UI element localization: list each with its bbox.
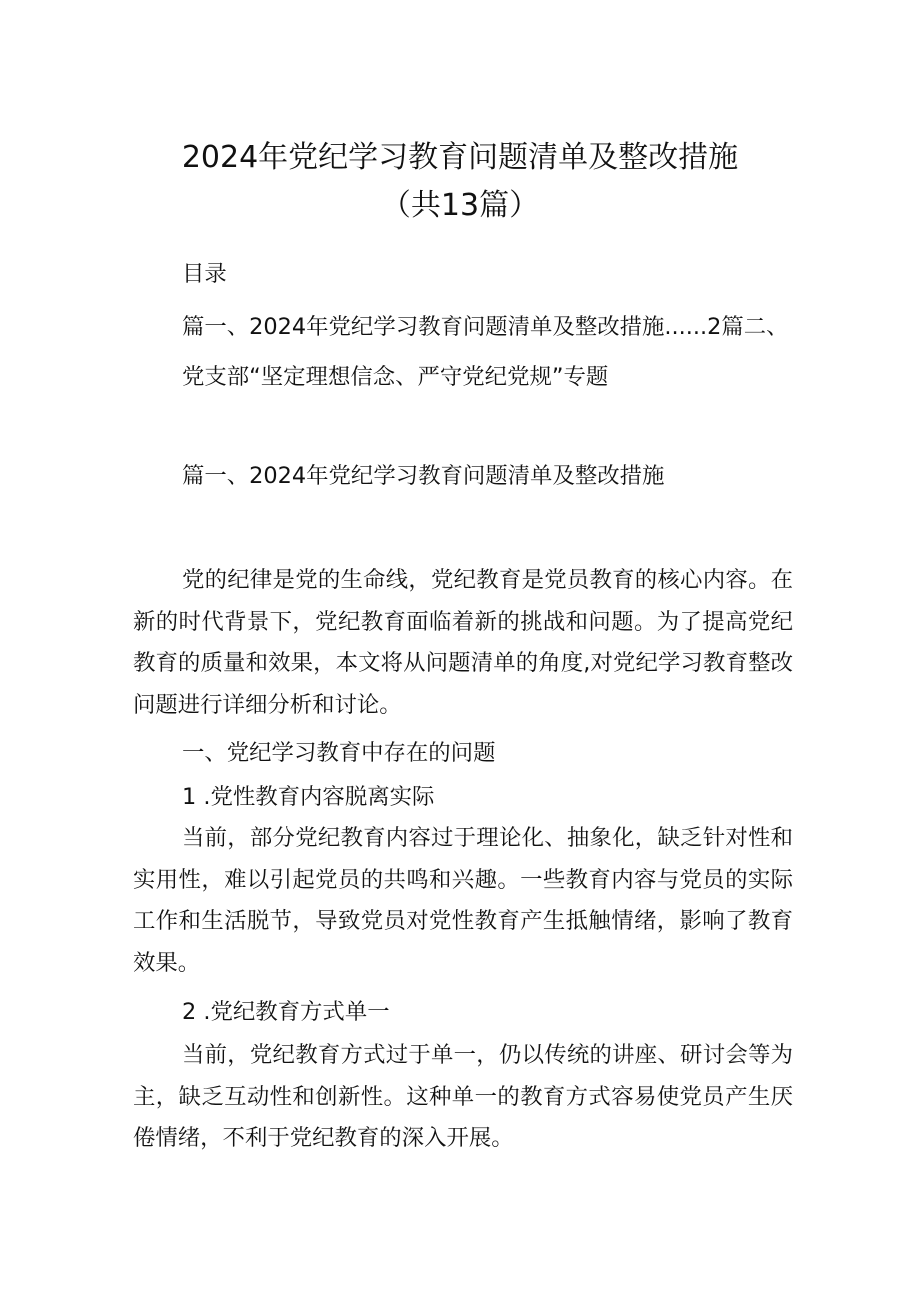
- intro-paragraph: 党的纪律是党的生命线，党纪教育是党员教育的核心内容。在新的时代背景下，党纪教育面临着新的挑战和问题。为了提高党纪教育的质量和效果，本文将从问题清单的角度,对党纪学习教育整改问题进行详细分析和讨论。: [133, 567, 793, 718]
- item1-paragraph: 当前，部分党纪教育内容过于理论化、抽象化，缺乏针对性和实用性，难以引起党员的共鸣和兴趣。一些教育内容与党员的实际工作和生活脱节，导致党员对党性教育产生抵触情绪，影响了教育效果。: [133, 825, 793, 976]
- toc-heading: 目录: [182, 261, 227, 287]
- toc-line-1[interactable]: 篇一、2024年党纪学习教育问题清单及整改措施......2篇二、: [182, 314, 789, 340]
- item1-heading: 1 .党性教育内容脱离实际: [182, 784, 435, 810]
- toc-line-2[interactable]: 党支部“坚定理想信念、严守党纪党规”专题: [182, 364, 609, 390]
- part-heading: 一、党纪学习教育中存在的问题: [182, 740, 496, 766]
- item2-paragraph: 当前，党纪教育方式过于单一，仍以传统的讲座、研讨会等为主，缺乏互动性和创新性。这种单一的教育方式容易使党员产生厌倦情绪，不利于党纪教育的深入开展。: [133, 1042, 793, 1151]
- document-title-line2: （共13篇）: [380, 188, 540, 223]
- item2-heading: 2 .党纪教育方式单一: [182, 999, 390, 1025]
- document-title-line1: 2024年党纪学习教育问题清单及整改措施: [181, 140, 739, 175]
- section-heading: 篇一、2024年党纪学习教育问题清单及整改措施: [182, 463, 665, 489]
